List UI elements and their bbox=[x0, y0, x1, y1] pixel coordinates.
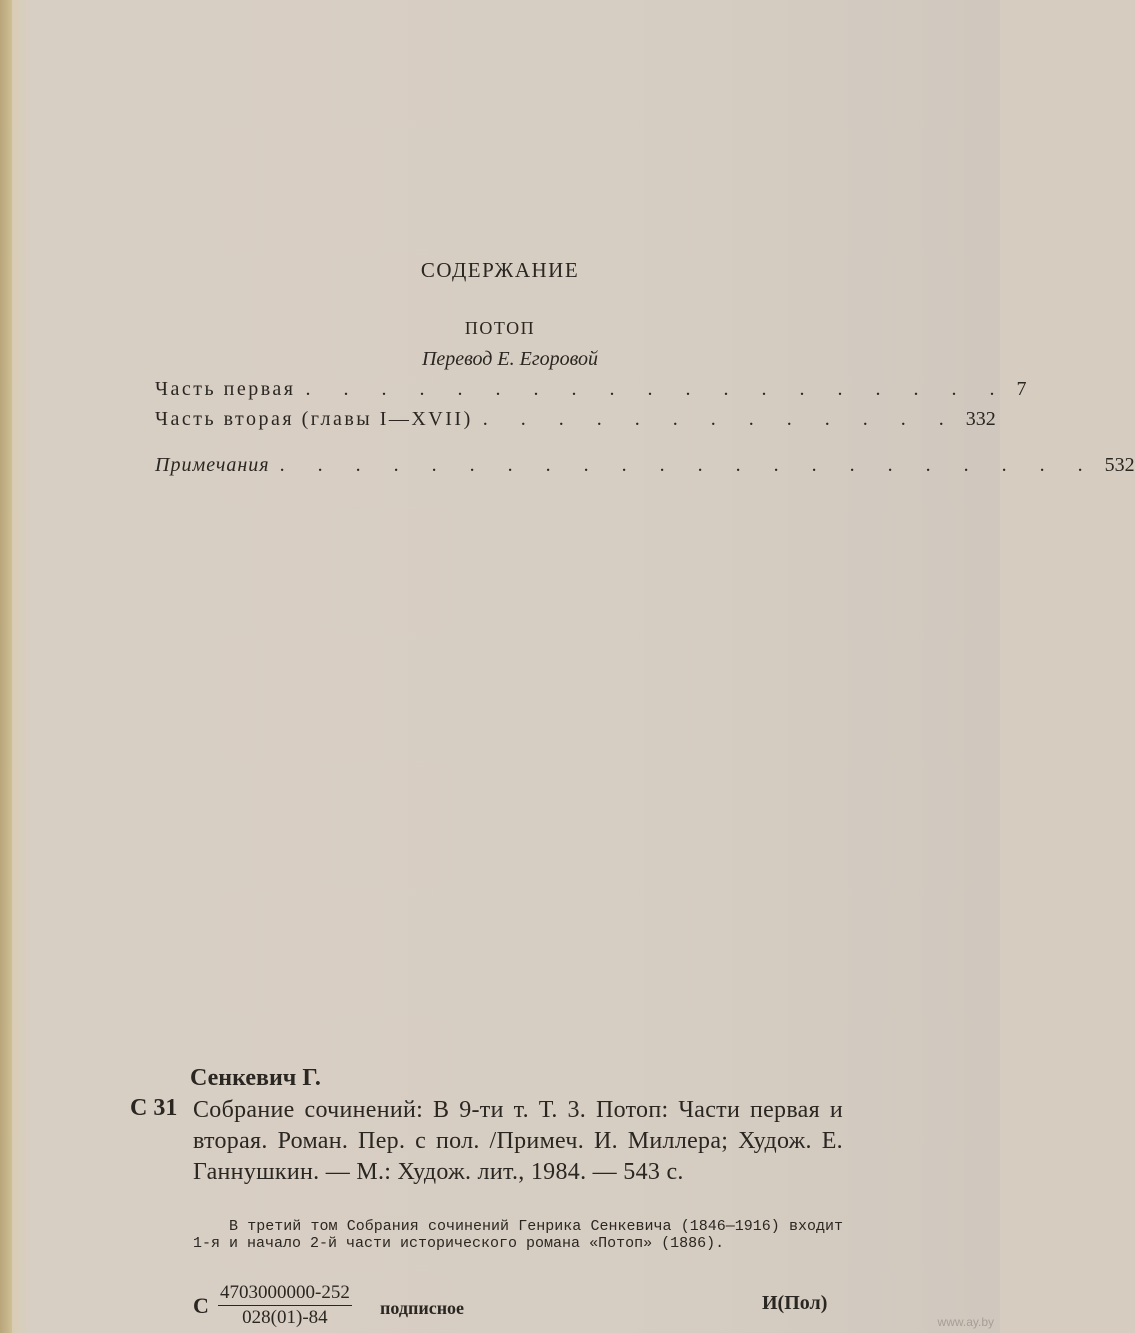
page-edge bbox=[0, 0, 12, 1333]
catalog-author: Сенкевич Г. bbox=[190, 1065, 321, 1091]
watermark: www.ay.by bbox=[937, 1315, 994, 1329]
toc-entry-page: 332 bbox=[965, 408, 996, 430]
translator-credit: Перевод Е. Егоровой bbox=[421, 348, 599, 370]
index-denominator: 028(01)-84 bbox=[242, 1307, 328, 1328]
toc-leader-dots: . . . . . . . . . . . . . bbox=[482, 408, 958, 430]
catalog-code: С 31 bbox=[130, 1095, 178, 1121]
toc-entry bbox=[155, 454, 1135, 484]
language-class: И(Пол) bbox=[762, 1292, 828, 1314]
toc-entry bbox=[155, 408, 996, 438]
contents-heading: СОДЕРЖАНИЕ bbox=[420, 258, 580, 282]
index-numerator: 4703000000-252 bbox=[218, 1282, 352, 1306]
toc-entry-label: Часть первая bbox=[155, 378, 296, 400]
index-letter: С bbox=[193, 1293, 209, 1318]
toc-leader-dots: . . . . . . . . . . . . . . . . . . . bbox=[305, 378, 1009, 400]
catalog-description: Собрание сочинений: В 9-ти т. Т. 3. Потоп: Части первая и вторая. Роман. Пер. с пол. /Примеч. И. Миллера; Худож. Е. Ганнушкин. — М.: Худож. лит., 1984. — 543 с. bbox=[193, 1097, 843, 1185]
toc-entry-page: 532 bbox=[1104, 454, 1135, 476]
catalog-annotation: В третий том Собрания сочинений Генрика Сенкевича (1846—1916) входит 1-я и начало 2-й части исторического романа «Потоп» (1886). bbox=[193, 1218, 843, 1252]
toc-entry-page: 7 bbox=[1016, 378, 1027, 400]
toc-leader-dots: . . . . . . . . . . . . . . . . . . . . . . bbox=[279, 454, 1097, 476]
toc-entry-label: Примечания bbox=[155, 454, 270, 476]
subscription-label: подписное bbox=[380, 1298, 465, 1318]
toc-entry bbox=[155, 378, 1027, 408]
work-title: ПОТОП bbox=[464, 318, 536, 338]
toc-entry-label: Часть вторая (главы I—XVII) bbox=[155, 408, 473, 430]
index-fraction bbox=[218, 1282, 352, 1329]
